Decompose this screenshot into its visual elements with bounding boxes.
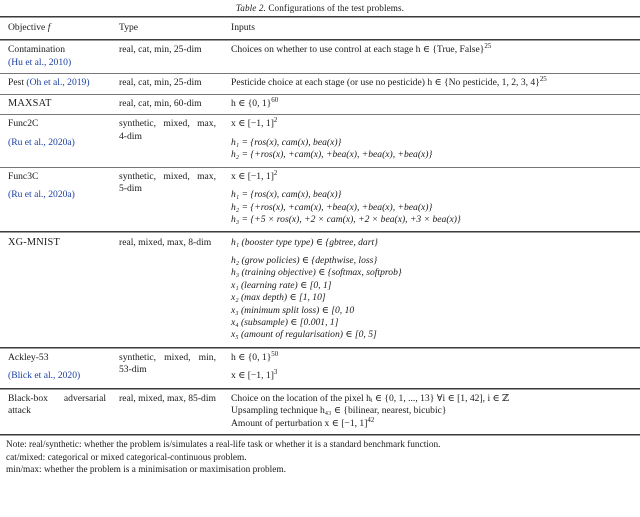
type-text: real, cat, min, 60-dim: [119, 97, 202, 109]
citation-link[interactable]: (Ru et al., 2020a): [8, 189, 75, 201]
domain-line: x ∈ [−1, 1]$^2$: [231, 169, 278, 182]
caption-label: Table 2.: [235, 3, 266, 13]
equation-line: h₂ = {+ros(x), +cam(x), +bea(x), +bea(x), +bea(x)}: [231, 149, 433, 161]
domain-line: x ∈ [−1, 1]$^2$: [231, 117, 278, 130]
header-inputs-label: Inputs: [231, 22, 255, 33]
objective-name: XG-MNIST: [8, 236, 60, 248]
type-text: real, mixed, max, 85-dim: [119, 392, 216, 404]
cell-type-ackley-53: [116, 349, 228, 388]
objective-name: Black-box adversarial attack: [8, 392, 106, 417]
header-objective: [0, 18, 116, 39]
type-text: real, cat, min, 25-dim: [119, 77, 202, 89]
inputs-paragraph: Choice on the location of the pixel hᵢ ∈ {0, 1, ..., 13} ∀i ∈ [1, 42], i ∈ ℤ: [231, 392, 510, 404]
type-text: synthetic, mixed, max, 5-dim: [119, 170, 216, 195]
type-text: real, cat, min, 25-dim: [119, 44, 202, 56]
note-line-1: Note: real/synthetic: whether the problem is/simulates a real-life task or whether it is a standard benchmark function.: [6, 440, 441, 451]
header-type-label: Type: [119, 22, 139, 33]
cell-objective-func3c: [0, 168, 116, 232]
equation-line: x₁ (learning rate) ∈ [0, 1]: [231, 279, 332, 291]
header-objective-label: Objective: [8, 22, 46, 33]
citation-link[interactable]: (Blick et al., 2020): [8, 370, 81, 382]
cell-type-contamination: [116, 41, 228, 73]
type-text: real, mixed, max, 8-dim: [119, 236, 212, 248]
equation-line: h₁ = {ros(x), cam(x), bea(x)}: [231, 189, 342, 201]
equation-line: x₅ (amount of regularisation) ∈ [0, 5]: [231, 329, 377, 341]
equation-line: h₃ = {+5 × ros(x), +2 × cam(x), +2 × bea(x), +3 × bea(x)}: [231, 213, 461, 225]
citation-link[interactable]: (Oh et al., 2019): [26, 77, 90, 89]
equation-line: h₂ (grow policies) ∈ {depthwise, loss}: [231, 254, 378, 266]
cell-type-func2c: [116, 115, 228, 166]
equation-line: h₂ = {+ros(x), +cam(x), +bea(x), +bea(x), +bea(x)}: [231, 201, 433, 213]
cell-objective-xg-mnist: [0, 233, 116, 346]
caption-text: Configurations of the test problems.: [268, 3, 405, 13]
cell-objective-black-box: [0, 390, 116, 434]
table-row: [0, 168, 640, 232]
note-line-2: cat/mixed: categorical or mixed categorical-continuous problem.: [6, 452, 247, 463]
cell-type-pest: [116, 74, 228, 94]
configurations-table: [0, 18, 640, 434]
cell-objective-pest: [0, 74, 116, 94]
equation-line: h₃ (training objective) ∈ {softmax, softprob}: [231, 267, 402, 279]
table-row: [0, 41, 640, 73]
inputs-line: Amount of perturbation x ∈ [−1, 1]$^{42}$: [231, 416, 375, 429]
inputs-exponent: 25: [539, 75, 547, 83]
inputs-text: Choices on whether to use control at each stage h ∈ {True, False}: [231, 44, 485, 56]
objective-name: MAXSAT: [8, 97, 52, 109]
type-text: synthetic, mixed, max, 4-dim: [119, 118, 216, 142]
cell-inputs-pest: [228, 74, 640, 94]
table-row: [0, 74, 640, 94]
objective-name: Ackley-53: [8, 351, 49, 363]
inputs-exponent: 60: [271, 96, 279, 104]
table-row: [0, 95, 640, 115]
cell-inputs-ackley-53: [228, 349, 640, 388]
equation-line: x ∈ [−1, 1]$^3$: [231, 369, 278, 382]
header-objective-symbol: f: [47, 22, 51, 33]
cell-inputs-contamination: [228, 41, 640, 73]
inputs-text: h ∈ {0, 1}: [231, 97, 272, 109]
cell-objective-ackley-53: [0, 349, 116, 388]
cell-objective-maxsat: [0, 95, 116, 115]
cell-objective-contamination: [0, 41, 116, 73]
inputs-line: Upsampling technique h₄₃ ∈ {bilinear, nearest, bicubic}: [231, 405, 447, 417]
equation-line: h ∈ {0, 1}$^{50}$: [231, 350, 279, 363]
inputs-exponent: 25: [484, 42, 492, 50]
type-text: synthetic, mixed, min, 53-dim: [119, 351, 216, 376]
objective-name: Pest: [8, 77, 24, 89]
equation-line: h₁ = {ros(x), cam(x), bea(x)}: [231, 136, 342, 148]
table-row: [0, 115, 640, 166]
citation-link[interactable]: (Ru et al., 2020a): [8, 136, 75, 148]
cell-type-xg-mnist: [116, 233, 228, 346]
cell-type-maxsat: [116, 95, 228, 115]
equation-line: x₂ (max depth) ∈ [1, 10]: [231, 292, 326, 304]
objective-name: Contamination: [8, 44, 66, 56]
header-type: [116, 18, 228, 39]
cell-type-func3c: [116, 168, 228, 232]
equation-line: x₃ (minimum split loss) ∈ [0, 10: [231, 304, 355, 316]
table-header-row: [0, 18, 640, 39]
table-row: [0, 349, 640, 388]
cell-objective-func2c: [0, 115, 116, 166]
cell-inputs-maxsat: [228, 95, 640, 115]
objective-name: Func3C: [8, 170, 39, 182]
note-line-3: min/max: whether the problem is a minimisation or maximisation problem.: [6, 465, 286, 476]
objective-name: Func2C: [8, 118, 39, 130]
table-note: [0, 436, 640, 477]
header-inputs: [228, 18, 640, 39]
cell-inputs-black-box: [228, 390, 640, 434]
table-row: [0, 233, 640, 346]
inputs-text: Pesticide choice at each stage (or use no pesticide) h ∈ {No pesticide, 1, 2, 3, 4}: [231, 77, 540, 89]
table-caption: [0, 0, 640, 16]
equation-line: h₁ (booster type type) ∈ {gbtree, dart}: [231, 236, 378, 248]
cell-inputs-func3c: [228, 168, 640, 232]
table-row: [0, 390, 640, 434]
cell-type-black-box: [116, 390, 228, 434]
cell-inputs-xg-mnist: [228, 233, 640, 346]
equation-line: x₄ (subsample) ∈ [0.001, 1]: [231, 316, 339, 328]
cell-inputs-func2c: [228, 115, 640, 166]
citation-link[interactable]: (Hu et al., 2010): [8, 56, 72, 68]
